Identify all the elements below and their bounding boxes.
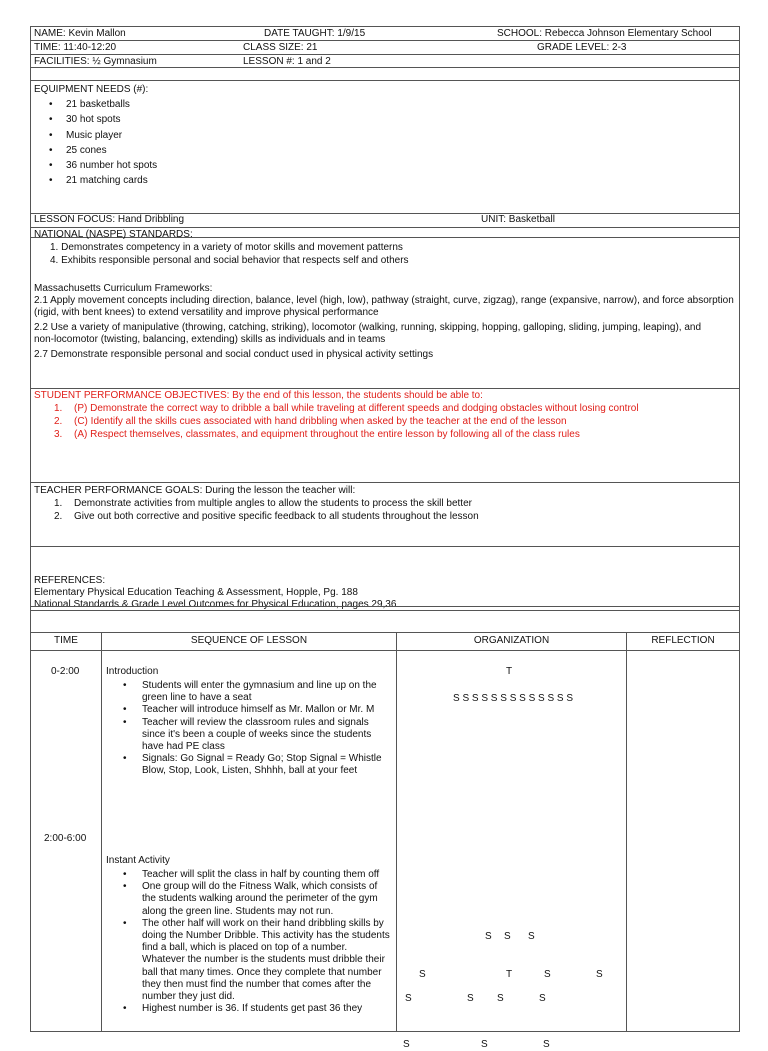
objectives-section bbox=[30, 388, 740, 483]
organization-column bbox=[397, 650, 627, 1050]
intro-title: Introduction bbox=[106, 666, 159, 677]
org-student-marker: S bbox=[481, 1039, 488, 1050]
org-student-marker: S bbox=[467, 993, 474, 1004]
teacher-goals-section bbox=[30, 482, 740, 547]
col-header-sequence: SEQUENCE OF LESSON bbox=[102, 633, 397, 650]
date-taught: DATE TAUGHT: 1/9/15 bbox=[264, 28, 366, 39]
equipment-title: EQUIPMENT NEEDS (#): bbox=[34, 84, 149, 95]
org-teacher-marker: T bbox=[506, 666, 513, 677]
standards-section bbox=[30, 227, 740, 389]
instant-time: 2:00-6:00 bbox=[44, 833, 87, 844]
equipment-item: • 21 matching cards bbox=[34, 173, 157, 188]
reference-item: National Standards & Grade Level Outcomes for Physical Education, pages 29,36 bbox=[34, 599, 397, 610]
sequence-column bbox=[102, 650, 397, 1031]
col-header-organization: ORGANIZATION bbox=[397, 633, 627, 650]
teacher-goal-item: 1. Demonstrate activities from multiple angles to allow the students to process the skill better bbox=[54, 498, 472, 509]
instant-bullet: • Highest number is 36. If students get past 36 they bbox=[106, 1003, 392, 1015]
references-title: REFERENCES: bbox=[34, 575, 106, 586]
teacher-goals-title: TEACHER PERFORMANCE GOALS: During the lesson the teacher will: bbox=[34, 485, 356, 496]
standard-item: 1. Demonstrates competency in a variety of motor skills and movement patterns bbox=[50, 242, 403, 253]
instant-bullets bbox=[106, 869, 392, 1015]
header-block bbox=[30, 26, 740, 68]
org-student-marker: S bbox=[485, 931, 492, 942]
lesson-sequence-table bbox=[30, 632, 740, 1050]
class-time: TIME: 11:40-12:20 bbox=[34, 42, 117, 53]
standard-item: 4. Exhibits responsible personal and social behavior that respects self and others bbox=[50, 255, 409, 266]
reference-item: Elementary Physical Education Teaching & Assessment, Hopple, Pg. 188 bbox=[34, 587, 358, 598]
instant-bullet: • The other half will work on their hand dribbling skills by doing the Number Dribble. This activity has the students find a ball, which is placed on top of a number. Whatever the number is the students must dribble their ball that many times. Once they complete that number they then must find the number that comes after the number they just did. bbox=[106, 918, 392, 1003]
equipment-item: • 25 cones bbox=[34, 143, 157, 158]
org-student-marker: S bbox=[539, 993, 546, 1004]
org-student-marker: S bbox=[544, 969, 551, 980]
org-student-marker: S bbox=[596, 969, 603, 980]
ma-framework-item: 2.2 Use a variety of manipulative (throwing, catching, striking), locomotor (walking, running, skipping, hopping, galloping, sliding, jumping, leaping), and non-locomotor (twisting, balancing, extending) skills as individuals and in teams bbox=[34, 322, 702, 346]
org-student-marker: S bbox=[504, 931, 511, 942]
org-student-marker: S bbox=[405, 993, 412, 1004]
instant-title: Instant Activity bbox=[106, 855, 170, 866]
objectives-list bbox=[34, 402, 639, 441]
teacher-name: NAME: Kevin Mallon bbox=[34, 28, 126, 39]
spacer-row bbox=[30, 67, 740, 81]
school-name: SCHOOL: Rebecca Johnson Elementary School bbox=[497, 28, 712, 39]
col-header-time: TIME bbox=[31, 633, 102, 650]
standards-title: NATIONAL (NASPE) STANDARDS: bbox=[34, 229, 193, 240]
table-header-row bbox=[31, 633, 739, 651]
time-column bbox=[31, 650, 102, 1031]
teacher-goal-item: 2. Give out both corrective and positive specific feedback to all students throughout the lesson bbox=[54, 511, 479, 522]
intro-bullet: • Teacher will review the classroom rules and signals since it's been a couple of weeks since the students have had PE class bbox=[106, 717, 392, 754]
equipment-item: • 36 number hot spots bbox=[34, 158, 157, 173]
objective-item: 2. (C) Identify all the skills cues associated with hand dribbling when asked by the teacher at the end of the lesson bbox=[54, 416, 567, 427]
facilities: FACILITIES: ½ Gymnasium bbox=[34, 56, 157, 67]
ma-framework-item: 2.1 Apply movement concepts including direction, balance, level (high, low), pathway (straight, curve, zigzag), range (expansive, narrow), and force absorption (rigid, with bent knees) to extend versatility and improve physical performance bbox=[34, 295, 734, 319]
org-student-line: S S S S S S S S S S S S S bbox=[453, 693, 574, 704]
org-teacher-marker: T bbox=[506, 969, 513, 980]
intro-time: 0-2:00 bbox=[51, 666, 80, 677]
equipment-item: • Music player bbox=[34, 128, 157, 143]
org-student-marker: S bbox=[528, 931, 535, 942]
intro-bullets bbox=[106, 680, 392, 778]
org-student-marker: S bbox=[419, 969, 426, 980]
objective-item: 3. (A) Respect themselves, classmates, and equipment throughout the entire lesson by following all of the class rules bbox=[54, 429, 580, 440]
intro-bullet: • Teacher will introduce himself as Mr. Mallon or Mr. M bbox=[106, 704, 392, 716]
org-student-marker: S bbox=[403, 1039, 410, 1050]
instant-bullet: • Teacher will split the class in half by counting them off bbox=[106, 869, 392, 881]
focus-row bbox=[30, 213, 740, 227]
ma-framework-item: 2.7 Demonstrate responsible personal and social conduct used in physical activity settings bbox=[34, 349, 434, 360]
reflection-column bbox=[627, 650, 739, 1031]
grade-level: GRADE LEVEL: 2-3 bbox=[537, 42, 627, 53]
teacher-goals-list bbox=[34, 497, 479, 523]
class-size: CLASS SIZE: 21 bbox=[243, 42, 318, 53]
equipment-item: • 21 basketballs bbox=[34, 97, 157, 112]
lesson-number: LESSON #: 1 and 2 bbox=[243, 56, 331, 67]
org-student-marker: S bbox=[497, 993, 504, 1004]
equipment-list bbox=[34, 97, 157, 189]
col-header-reflection: REFLECTION bbox=[651, 635, 715, 646]
references-section bbox=[30, 546, 740, 611]
table-body-row bbox=[31, 650, 739, 1050]
unit: UNIT: Basketball bbox=[481, 214, 555, 225]
objective-item: 1. (P) Demonstrate the correct way to dribble a ball while traveling at different speeds and dodging obstacles without losing control bbox=[54, 403, 639, 414]
ma-frameworks-title: Massachusetts Curriculum Frameworks: bbox=[34, 283, 213, 294]
equipment-item: • 30 hot spots bbox=[34, 112, 157, 127]
objectives-title: STUDENT PERFORMANCE OBJECTIVES: By the end of this lesson, the students should be able to: bbox=[34, 390, 483, 401]
lesson-focus: LESSON FOCUS: Hand Dribbling bbox=[34, 214, 185, 225]
intro-bullet: • Signals: Go Signal = Ready Go; Stop Signal = Whistle Blow, Stop, Look, Listen, Shhhh, ball at your feet bbox=[106, 753, 392, 777]
intro-bullet: • Students will enter the gymnasium and line up on the green line to have a seat bbox=[106, 680, 392, 704]
instant-bullet: • One group will do the Fitness Walk, which consists of the students walking around the perimeter of the gym along the green line. Students may not run. bbox=[106, 881, 392, 918]
org-student-marker: S bbox=[543, 1039, 550, 1050]
